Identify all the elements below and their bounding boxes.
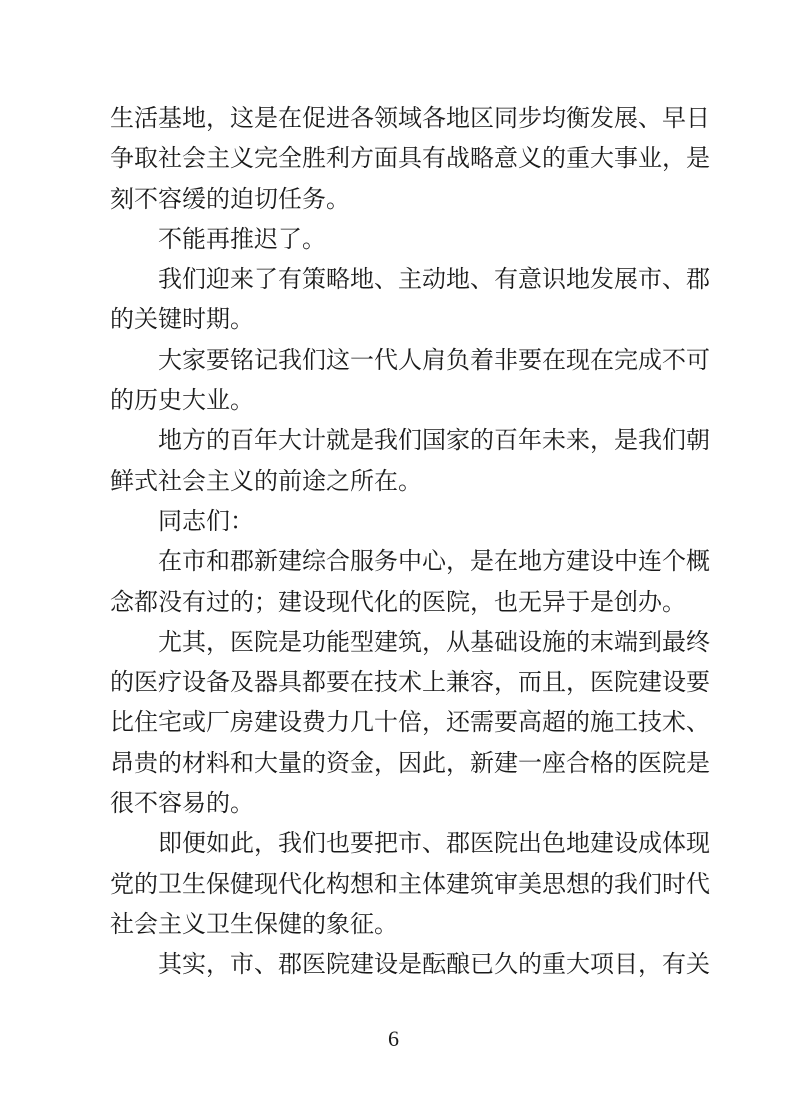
text-line: 比住宅或厂房建设费力几十倍，还需要高超的施工技术、	[110, 708, 710, 737]
text-line: 即便如此，我们也要把市、郡医院出色地建设成体现	[158, 829, 710, 858]
text-line: 刻不容缓的迫切任务。	[110, 184, 350, 213]
paragraph	[110, 541, 710, 622]
text-line: 的关键时期。	[110, 305, 254, 334]
text-line: 鲜式社会主义的前途之所在。	[110, 466, 422, 495]
page-number: 6	[388, 1026, 399, 1051]
paragraph	[110, 420, 710, 501]
paragraph	[110, 944, 710, 984]
paragraph	[110, 98, 710, 219]
paragraph	[110, 340, 710, 421]
paragraph	[110, 622, 710, 823]
paragraph	[110, 823, 710, 944]
text-line: 大家要铭记我们这一代人肩负着非要在现在完成不可	[158, 345, 710, 374]
text-line: 念都没有过的；建设现代化的医院，也无异于是创办。	[110, 587, 686, 616]
text-line: 的历史大业。	[110, 386, 254, 415]
text-line: 争取社会主义完全胜利方面具有战略意义的重大事业，是	[110, 144, 710, 173]
text-line: 地方的百年大计就是我们国家的百年未来，是我们朝	[158, 426, 710, 455]
body-text	[110, 98, 710, 985]
paragraph	[110, 501, 682, 541]
text-line: 在市和郡新建综合服务中心，是在地方建设中连个概	[158, 547, 710, 576]
text-line: 同志们：	[158, 506, 254, 535]
text-line: 很不容易的。	[110, 789, 254, 818]
text-line: 不能再推迟了。	[158, 224, 326, 253]
text-line: 党的卫生保健现代化构想和主体建筑审美思想的我们时代	[110, 869, 710, 898]
paragraph	[110, 219, 682, 259]
text-line: 社会主义卫生保健的象征。	[110, 909, 398, 938]
paragraph	[110, 259, 710, 340]
text-line: 其实，市、郡医院建设是酝酿已久的重大项目，有关	[158, 950, 710, 979]
text-line: 的医疗设备及器具都要在技术上兼容，而且，医院建设要	[110, 668, 710, 697]
text-line: 昂贵的材料和大量的资金，因此，新建一座合格的医院是	[110, 748, 710, 777]
text-line: 尤其，医院是功能型建筑，从基础设施的末端到最终	[158, 627, 710, 656]
text-line: 生活基地，这是在促进各领域各地区同步均衡发展、早日	[110, 104, 710, 132]
text-line: 我们迎来了有策略地、主动地、有意识地发展市、郡	[158, 265, 710, 294]
